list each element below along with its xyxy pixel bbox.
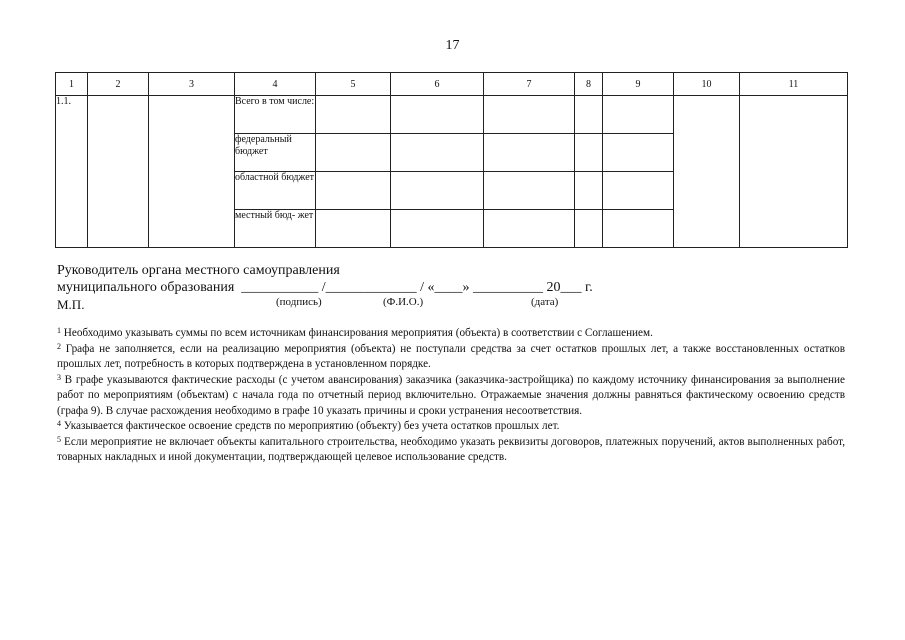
column-header: 6 [391, 73, 484, 96]
table-row [56, 96, 848, 134]
signature-caption: (подпись) [276, 296, 322, 308]
column-header: 8 [575, 73, 603, 96]
page-number: 17 [445, 38, 460, 53]
table-cell [391, 96, 484, 134]
stamp-label: М.П. [57, 297, 85, 312]
column-header: 3 [149, 73, 235, 96]
signature-title-line: Руководитель органа местного самоуправления [57, 263, 340, 278]
column-header: 2 [88, 73, 149, 96]
funding-row-label: Всего в том числе: [235, 96, 316, 134]
funding-row-label: местный бюд- жет [235, 210, 316, 248]
footnote-mark: 5 [57, 434, 61, 444]
footnote [57, 326, 845, 342]
footnote [57, 342, 845, 373]
table-cell [575, 134, 603, 172]
footnote-mark: 1 [57, 326, 61, 335]
table-cell [484, 210, 575, 248]
report-table [55, 72, 848, 248]
table-cell [484, 172, 575, 210]
signature-block [57, 262, 593, 313]
footnote-text: Графа не заполняется, если на реализацию мероприятия (объекта) не поступали средства за счет остатков прошлых лет, а также восстановленных остатков прошлых лет, потребность в которых подтверждена в установленном порядке. [57, 342, 845, 370]
column-header: 11 [740, 73, 848, 96]
footnotes [57, 326, 845, 466]
table-cell [484, 96, 575, 134]
table-cell [603, 210, 674, 248]
table-cell [316, 96, 391, 134]
table-cell [391, 134, 484, 172]
table-header-row [56, 73, 848, 96]
column-header: 10 [674, 73, 740, 96]
table-cell [575, 96, 603, 134]
column-header: 7 [484, 73, 575, 96]
name-caption: (Ф.И.О.) [383, 296, 424, 308]
funding-row-label: федеральный бюджет [235, 134, 316, 172]
footnote [57, 419, 845, 435]
footnote-text: В графе указываются фактические расходы (с учетом авансирования) заказчика (заказчика-застройщика) по каждому источнику финансирования за выполнение работ по мероприятиям (объектам) с начала года по отчетный период включительно. Отражаемые значения должны равняться фактическому освоению средств (графа 9). В случае расхождения необходимо в графе 10 указать причины и сроки устранения несоответствия. [57, 373, 845, 417]
table-cell [391, 172, 484, 210]
footnote [57, 373, 845, 420]
footnote [57, 435, 845, 466]
table-cell [575, 172, 603, 210]
signature-fill-line: муниципального образования ___________ /_____________ / «____» __________ 20___ г. [57, 280, 593, 295]
table-cell [740, 96, 848, 248]
column-header: 1 [56, 73, 88, 96]
footnote-mark: 2 [57, 341, 61, 351]
table-cell [603, 96, 674, 134]
footnote-mark: 4 [57, 419, 61, 428]
footnote-text: Необходимо указывать суммы по всем источникам финансирования мероприятия (объекта) в соответствии с Соглашением. [61, 327, 653, 339]
table-cell [391, 210, 484, 248]
table-cell [674, 96, 740, 248]
table-cell [149, 96, 235, 248]
table-cell [575, 210, 603, 248]
footnote-mark: 3 [57, 372, 61, 382]
table-cell [316, 134, 391, 172]
funding-row-label: областной бюджет [235, 172, 316, 210]
column-header: 5 [316, 73, 391, 96]
column-header: 9 [603, 73, 674, 96]
footnote-text: Указывается фактическое освоение средств по мероприятию (объекту) без учета остатков прошлых лет. [61, 420, 560, 432]
table-cell [603, 172, 674, 210]
table-cell [316, 172, 391, 210]
column-header: 4 [235, 73, 316, 96]
table-cell [603, 134, 674, 172]
table-cell [88, 96, 149, 248]
footnote-text: Если мероприятие не включает объекты капитального строительства, необходимо указать реквизиты договоров, платежных поручений, актов выполненных работ, товарных накладных и иной документации, подтверждающей целевое использование средств. [57, 435, 845, 463]
table-cell [484, 134, 575, 172]
row-number: 1.1. [56, 96, 88, 248]
table-cell [316, 210, 391, 248]
date-caption: (дата) [531, 296, 559, 308]
